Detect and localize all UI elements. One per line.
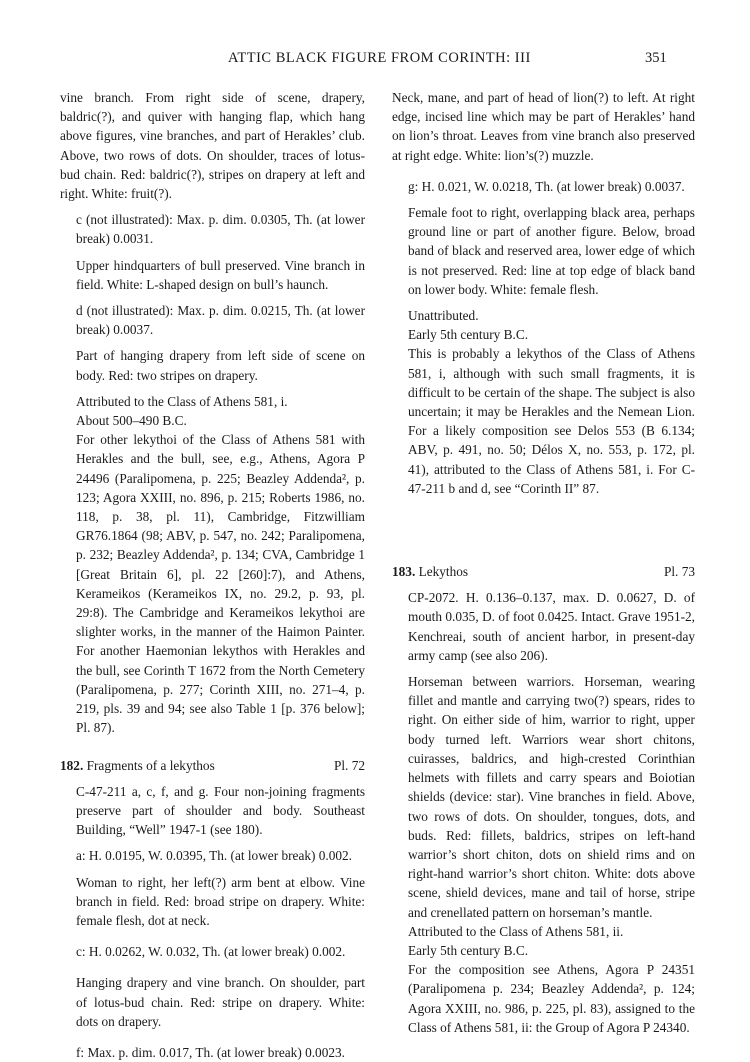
date: Early 5th century B.C. (408, 327, 529, 343)
paragraph: For other lekythoi of the Class of Athens 581 with Herakles and the bull, see, e.g., Athens, Agora P 24496 (Paralipomena, p. 225; Beazley Addenda², p. 123; Agora XXIII, no. 896, p. 215; Roberts 1986, no. 118, p. 38, pl. 11), Cambridge, Fitzwilliam GR76.1864 (98; ABV, p. 547, no. 242; Paralipomena, p. 232; Beazley Addenda², p. 134; CVA, Cambridge 1 [Great Britain 6], pl. 22 [260]:7), and Athens, Kerameikos (Kerameikos IX, no. 29.2, p. 93, pl. 29:8). The Cambridge and Kerameikos lekythoi are slighter works, in the manner of the Haimon Painter. For another Haemonian lekythos with Herakles and the bull, see Corinth T 1672 from the North Cemetery (Paralipomena, p. 277; Corinth XIII, no. 271–4, p. 219, pls. 39 and 94; see also Table 1 [p. 376 below]; Pl. 87). (76, 432, 365, 736)
attribution: Attributed to the Class of Athens 581, ii. (408, 923, 624, 939)
entry-heading (60, 756, 365, 775)
plate-reference: Pl. 73 (663, 564, 695, 580)
right-column (392, 88, 695, 1037)
date: Early 5th century B.C. (408, 942, 529, 958)
paragraph: Female foot to right, overlapping black area, perhaps ground line or part of another figure. Below, broad band of black and reserved area, lower edge of which is not preserved. Red: line at top edge of black band on lower body. White: female flesh. (408, 205, 695, 297)
paragraph: Upper hindquarters of bull preserved. Vine branch in field. White: L-shaped design on bull’s haunch. (76, 257, 365, 292)
paragraph: This is probably a lekythos of the Class of Athens 581, i, although with such small fragments, it is difficult to be certain of the shape. The subject is also uncertain; it may be Herakles and the Nemean Lion. For a likely composition see Delos 553 (B 6.134; ABV, p. 491, no. 50; Délos X, no. 553, p. 172, pl. 41), attributed to the Class of Athens 581, i. For C-47-211 b and d, see “Corinth II” 87. (408, 346, 695, 496)
fragment-measurements: c (not illustrated): Max. p. dim. 0.0305, Th. (at lower break) 0.0031. (76, 212, 365, 247)
paragraph: vine branch. From right side of scene, drapery, baldric(?), and quiver with hanging flap, which hang above figures, vine branches, and part of Herakles’ club. Above, two rows of dots. On shoulder, traces of lotus-bud chain. Red: baldric(?), stripes on drapery at left and right. White: fruit(?). (60, 90, 365, 202)
fragment-measurements: d (not illustrated): Max. p. dim. 0.0215, Th. (at lower break) 0.0037. (76, 303, 365, 338)
left-column (60, 88, 365, 1062)
paragraph: Horseman between warriors. Horseman, wearing fillet and mantle and carrying two(?) spears, rides to right. On either side of him, warrior to right, upper body turned left. Warriors wear short chitons, cuirasses, baldrics, and high-crested Corinthian helmets with fillets and carry spears and Boiotian shields (device: star). Vine branches in field. Above, two rows of dots. On shoulder, tongues, dots, and buds. Red: fillets, baldrics, stripes on left-hand warrior’s short chiton, dots on shield rims and on right-hand warrior’s short chiton. White: dots above scene, shield devices, mane and tail of horse, stripe and crenellated pattern on horseman’s mantle. (408, 674, 695, 920)
fragment-measurements: a: H. 0.0195, W. 0.0395, Th. (at lower break) 0.002. (76, 848, 352, 864)
entry-title: Lekythos (418, 564, 469, 580)
catalog-info: C-47-211 a, c, f, and g. Four non-joining fragments preserve part of shoulder and body. Southeast Building, “Well” 1947-1 (see 180). (76, 783, 365, 838)
paragraph: Part of hanging drapery from left side of scene on body. Red: two stripes on drapery. (76, 348, 365, 383)
plate-reference: Pl. 72 (333, 757, 365, 773)
entry-number: 182. (60, 757, 84, 773)
running-title: ATTIC BLACK FIGURE FROM CORINTH: III (228, 50, 531, 66)
page-header (0, 50, 750, 74)
page-number: 351 (645, 50, 667, 66)
date: About 500–490 B.C. (76, 413, 187, 429)
paragraph: For the composition see Athens, Agora P 24351 (Paralipomena p. 234; Beazley Addenda², p. 124; Agora XXIII, no. 986, p. 225, pl. 83), assigned to the Class of Athens 581, ii: the Group of Agora P 24340. (408, 962, 695, 1035)
fragment-measurements: c: H. 0.0262, W. 0.032, Th. (at lower break) 0.002. (76, 944, 346, 960)
attribution: Unattributed. (408, 308, 479, 324)
entry-title: Fragments of a lekythos (86, 757, 215, 773)
fragment-measurements: f: Max. p. dim. 0.017, Th. (at lower break) 0.0023. (76, 1044, 345, 1060)
attribution: Attributed to the Class of Athens 581, i. (76, 393, 288, 409)
paragraph: Hanging drapery and vine branch. On shoulder, part of lotus-bud chain. Red: stripe on drapery. White: dots on drapery. (76, 975, 365, 1029)
paragraph: Neck, mane, and part of head of lion(?) to left. At right edge, incised line which may be part of Herakles’ hand on lion’s throat. Leaves from vine branch also preserved at right edge. White: lion’s(?) muzzle. (392, 90, 695, 163)
entry-number: 183. (392, 564, 416, 580)
paragraph: Woman to right, her left(?) arm bent at elbow. Vine branch in field. Red: broad stripe on drapery. White: female flesh, dot at neck. (76, 874, 365, 928)
fragment-measurements: g: H. 0.021, W. 0.0218, Th. (at lower break) 0.0037. (408, 178, 685, 194)
entry-heading (392, 562, 695, 581)
catalog-info: CP-2072. H. 0.136–0.137, max. D. 0.0627, D. of mouth 0.035, D. of foot 0.0425. Intact. Grave 1951-2, Kenchreai, south of ancient harbor, in present-day army camp (see also 206). (408, 590, 695, 663)
